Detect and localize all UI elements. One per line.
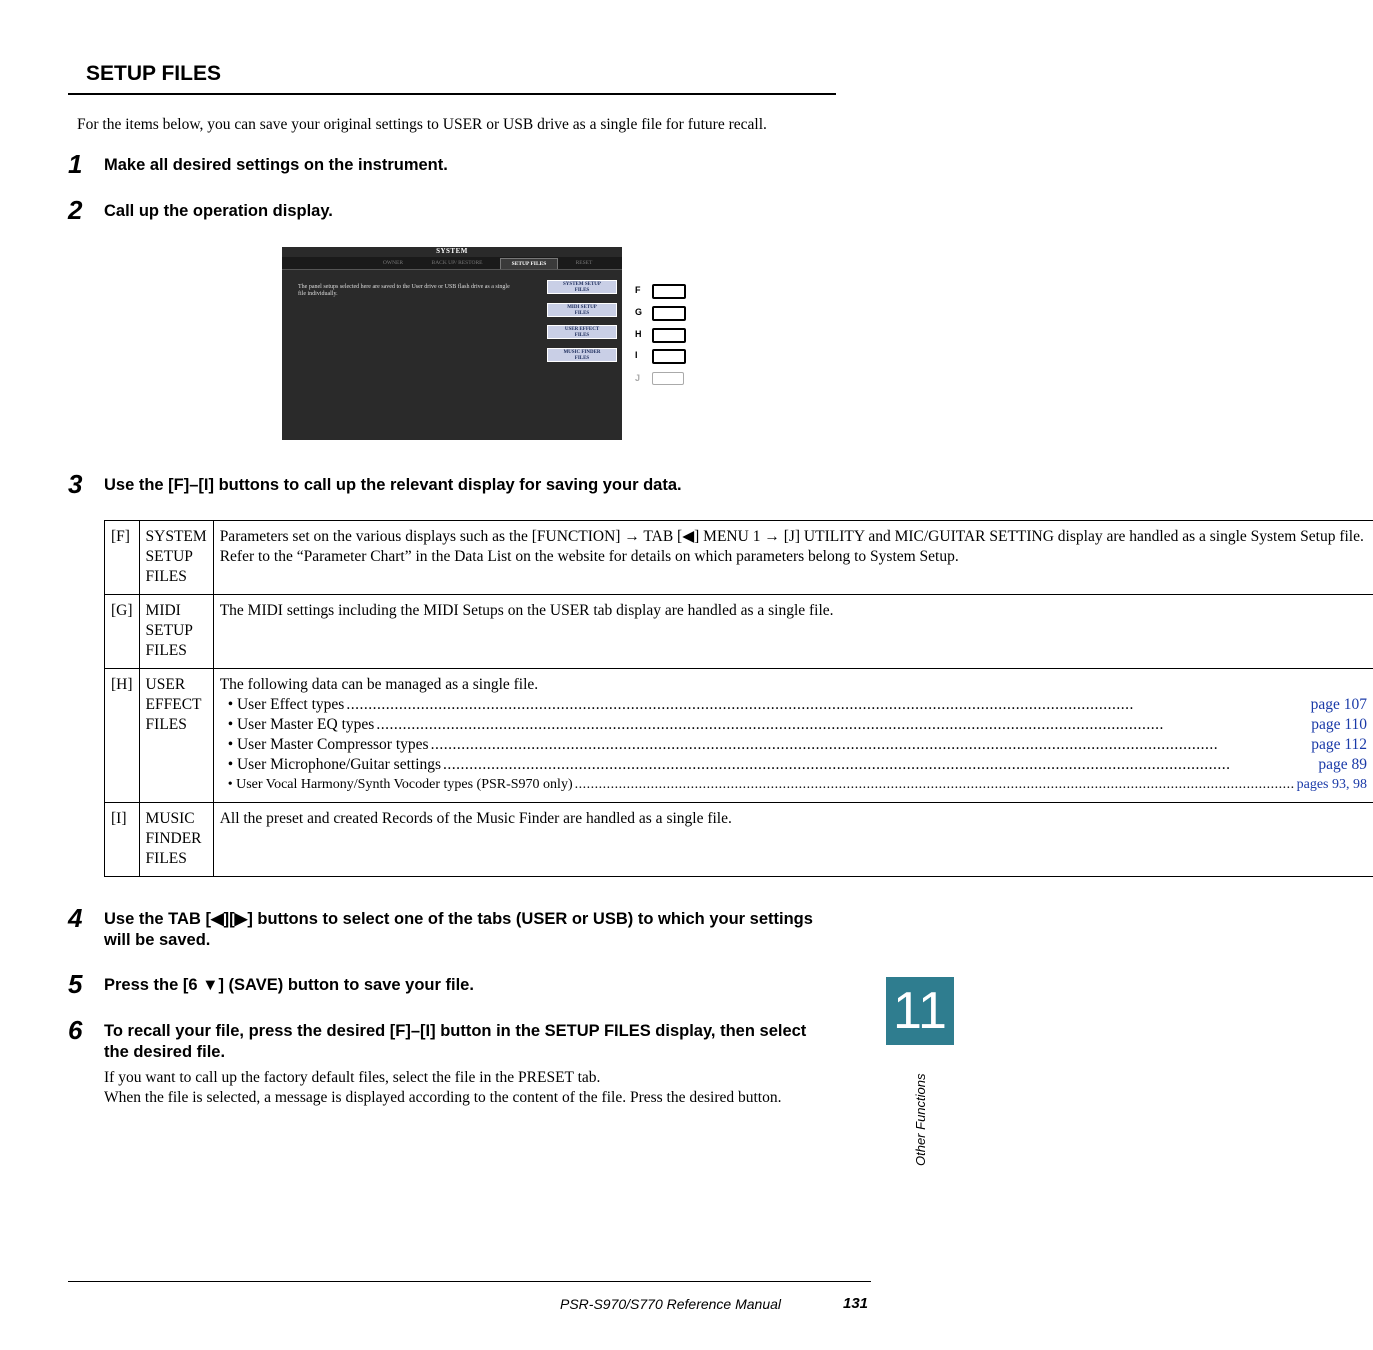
screen-title: SYSTEM — [436, 247, 468, 255]
side-letter-j: J — [635, 373, 641, 383]
section-title: SETUP FILES — [86, 62, 221, 85]
name-line: USER EFFECT — [145, 676, 202, 713]
table-cell-key: [F] — [105, 521, 140, 595]
page-number: 131 — [843, 1295, 869, 1312]
page-link[interactable]: page 89 — [1318, 756, 1367, 773]
table-row — [105, 803, 1373, 877]
step-number: 3 — [68, 469, 83, 499]
side-button-g — [652, 306, 686, 321]
name-line: MUSIC FINDER — [145, 810, 202, 847]
footer-divider — [68, 1281, 871, 1282]
bullet-label: • User Microphone/Guitar settings — [227, 756, 442, 773]
screen-button-label: USER EFFECT — [564, 327, 600, 332]
system-display-screenshot — [282, 247, 622, 440]
side-button-i — [652, 349, 686, 364]
screen-tab-owner: OWNER — [382, 260, 404, 266]
page-link[interactable]: page 112 — [1311, 736, 1367, 753]
step-text: Call up the operation display. — [104, 202, 333, 220]
name-line: FILES — [145, 642, 187, 659]
side-button-f — [652, 284, 686, 299]
leader-dots — [346, 695, 1308, 715]
bullet-label: • User Master Compressor types — [227, 736, 429, 753]
intro-text: For the items below, you can save your original settings to USER or USB drive as a single file for future recall. — [77, 116, 767, 133]
table-cell-desc: All the preset and created Records of the Music Finder are handled as a single file. — [213, 803, 1373, 877]
table-cell-name — [139, 595, 213, 669]
step6-body-text — [104, 1068, 804, 1108]
step-number: 1 — [68, 149, 83, 179]
step-text: Use the TAB [◀][▶] buttons to select one of the tabs (USER or USB) to which your settings will be saved. — [104, 910, 813, 949]
name-line: FILES — [145, 850, 187, 867]
screen-button-system-setup-files — [547, 280, 617, 294]
body-paragraph: If you want to call up the factory default files, select the file in the PRESET tab. — [104, 1069, 601, 1086]
side-letter-h: H — [635, 329, 642, 339]
step-number: 4 — [68, 903, 83, 933]
bullet-label: • User Effect types — [227, 696, 345, 713]
table-row — [105, 521, 1373, 595]
name-line: FILES — [145, 716, 187, 733]
leader-dots — [443, 755, 1316, 775]
leader-dots — [575, 775, 1295, 795]
chapter-label: Other Functions — [913, 1073, 928, 1166]
leader-dots — [431, 735, 1310, 755]
side-letter-i: I — [635, 350, 638, 360]
bullet-item — [220, 715, 1367, 735]
screen-button-label: FILES — [574, 288, 590, 293]
table-cell-key: [H] — [105, 669, 140, 803]
step-text: Use the [F]–[I] buttons to call up the relevant display for saving your data. — [104, 476, 682, 494]
step-number: 5 — [68, 969, 83, 999]
table-cell-desc: Parameters set on the various displays such as the [FUNCTION] → TAB [◀] MENU 1 → [J] UTILITY and MIC/GUITAR SETTING display are handled as a single System Setup file. Refer to the “Parameter Chart” in the Data List on the website for details on which parameters belong to System Setup. — [213, 521, 1373, 595]
bullet-item — [220, 735, 1367, 755]
screen-button-user-effect-files — [547, 325, 617, 339]
table-cell-key: [G] — [105, 595, 140, 669]
bullet-item — [220, 695, 1367, 715]
bullet-item — [220, 755, 1367, 775]
screen-button-music-finder-files — [547, 348, 617, 362]
screen-tab-bar — [282, 257, 622, 270]
screen-button-label: FILES — [574, 356, 590, 361]
screen-button-label: MUSIC FINDER — [563, 350, 601, 355]
name-line: MIDI SETUP — [145, 602, 193, 639]
step-text: Press the [6 ▼] (SAVE) button to save your file. — [104, 976, 474, 994]
step-text: Make all desired settings on the instrument. — [104, 156, 448, 174]
step-number: 6 — [68, 1015, 83, 1045]
table-cell-name — [139, 669, 213, 803]
setup-files-table — [104, 520, 1373, 877]
screen-button-label: SYSTEM SETUP — [563, 282, 601, 287]
name-line: SYSTEM SETUP — [145, 528, 207, 565]
screen-button-label: FILES — [574, 333, 590, 338]
table-row — [105, 595, 1373, 669]
table-cell-desc: The MIDI settings including the MIDI Setups on the USER tab display are handled as a single file. — [213, 595, 1373, 669]
page-link[interactable]: page 107 — [1310, 696, 1367, 713]
page-link[interactable]: pages 93, 98 — [1296, 777, 1367, 792]
side-letter-g: G — [635, 307, 643, 317]
screen-tab-reset: RESET — [575, 260, 593, 266]
step-number: 2 — [68, 195, 83, 225]
chapter-tab: 11 — [886, 977, 954, 1045]
screen-tab-setup-files: SETUP FILES — [500, 258, 558, 269]
screen-button-midi-setup-files — [547, 303, 617, 317]
title-divider — [68, 93, 836, 95]
desc-intro: The following data can be managed as a single file. — [219, 676, 539, 693]
bullet-label: • User Vocal Harmony/Synth Vocoder types (PSR-S970 only) — [227, 777, 573, 792]
side-button-j — [652, 372, 684, 385]
screen-tab-backup: BACK UP/ RESTORE — [431, 260, 483, 266]
table-row — [105, 669, 1373, 803]
name-line: FILES — [145, 568, 187, 585]
step-text: To recall your file, press the desired [F]–[I] button in the SETUP FILES display, then select the desired file. — [104, 1022, 807, 1061]
body-paragraph: When the file is selected, a message is displayed according to the content of the file. Press the desired button. — [104, 1089, 782, 1106]
table-cell-name — [139, 803, 213, 877]
leader-dots — [376, 715, 1309, 735]
side-letter-f: F — [635, 285, 641, 295]
page-link[interactable]: page 110 — [1311, 716, 1367, 733]
bullet-label: • User Master EQ types — [227, 716, 375, 733]
screen-button-label: MIDI SETUP — [567, 305, 597, 310]
table-cell-key: [I] — [105, 803, 140, 877]
table-cell-name — [139, 521, 213, 595]
bullet-item — [220, 775, 1367, 795]
side-button-h — [652, 328, 686, 343]
screen-button-label: FILES — [574, 311, 590, 316]
footer-manual-title: PSR-S970/S770 Reference Manual — [560, 1296, 782, 1312]
table-cell-desc — [213, 669, 1373, 803]
screen-description: The panel setups selected here are saved to the User drive or USB flash drive as a single file individually. — [298, 284, 510, 297]
